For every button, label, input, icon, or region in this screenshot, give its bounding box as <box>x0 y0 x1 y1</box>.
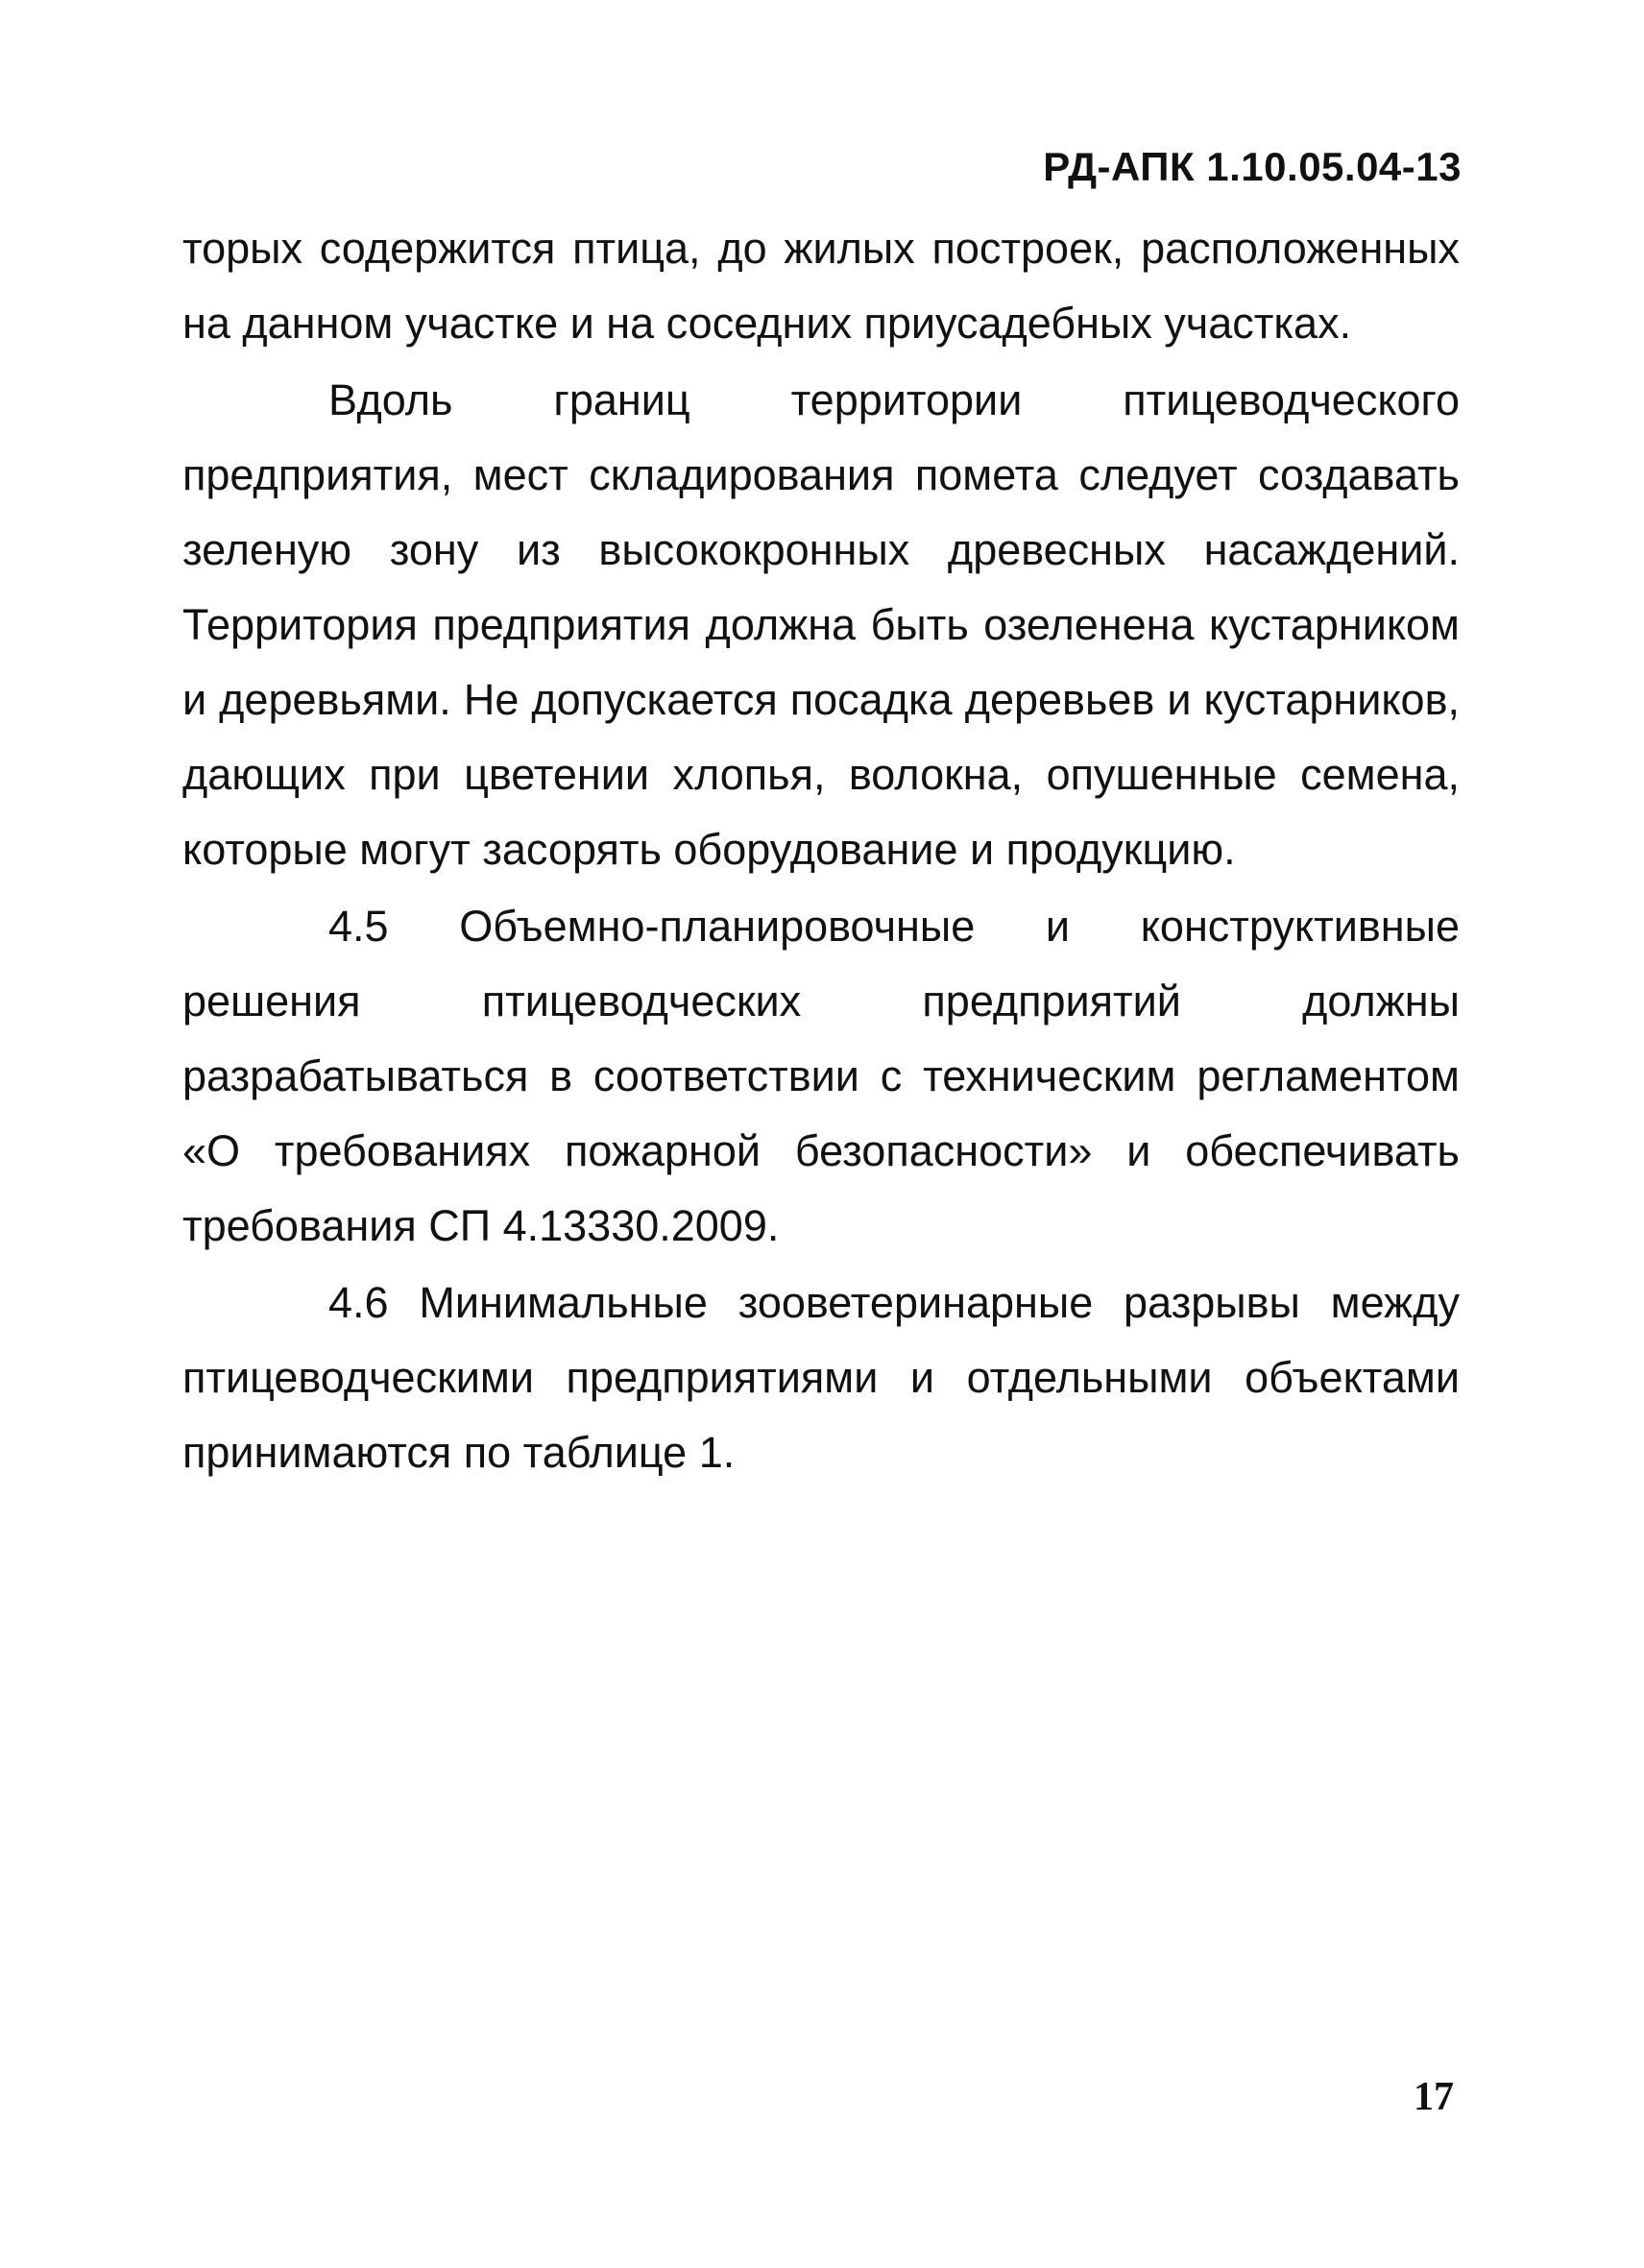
paragraph-4-6: 4.6 Минимальные зооветеринарные разрывы между птицеводческими предприятиями и отдельными объектами принимаются по таблице 1. <box>182 1278 1460 1477</box>
document-code-header: РД-АПК 1.10.05.04-13 <box>1043 144 1462 189</box>
page-number: 17 <box>1414 2075 1454 2119</box>
paragraph-continuation: торых содержится птица, до жилых построек, расположенных на данном участке и на соседних приусадебных участках. <box>182 224 1460 348</box>
paragraph-green-zone: Вдоль границ территории птицеводческого предприятия, мест складирования помета следует создавать зеленую зону из высококронных древесных насаждений. Территория предприятия должна быть озеленена кустарником и деревьями. Не допускается посадка деревьев и кустарников, дающих при цветении хлопья, волокна, опушенные семена, которые могут засорять оборудование и продукцию. <box>182 375 1460 874</box>
document-body <box>182 211 1460 1492</box>
paragraph-4-5: 4.5 Объемно-планировочные и конструктивные решения птицеводческих предприятий должны разрабатываться в соответствии с техническим регламентом «О требованиях пожарной безопасности» и обеспечивать требования СП 4.13330.2009. <box>182 902 1460 1250</box>
